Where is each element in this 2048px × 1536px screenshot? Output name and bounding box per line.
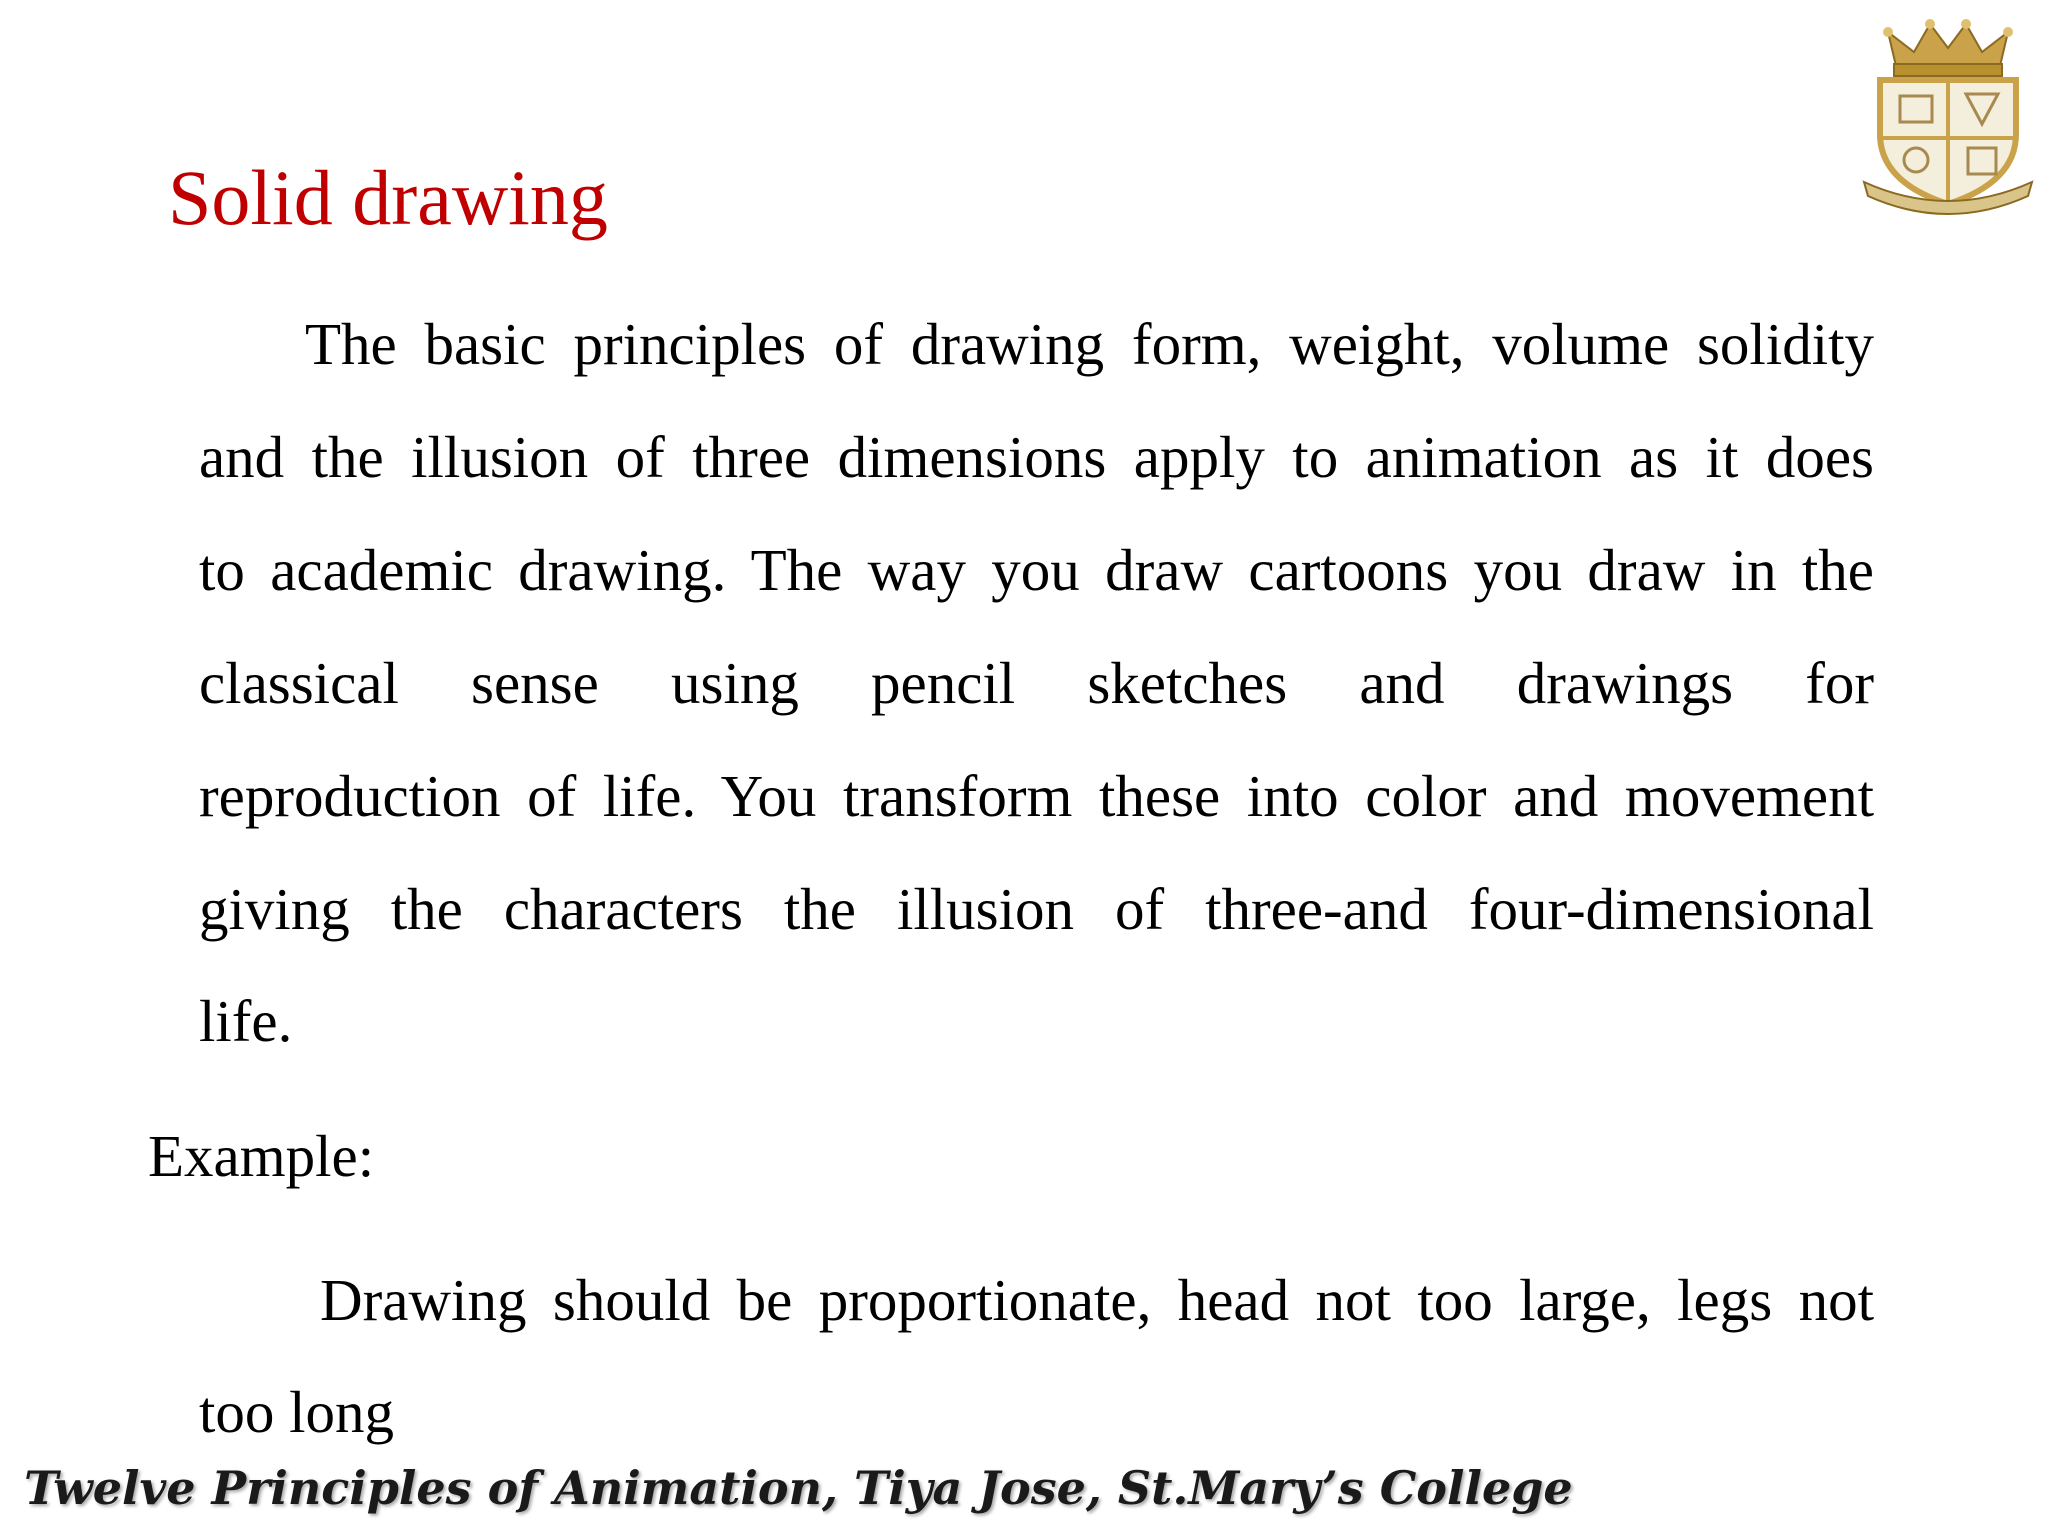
slide-footer: Twelve Principles of Animation, Tiya Jose, St.Mary’s College	[24, 1461, 1573, 1515]
body-text-line: giving the characters the illusion of three-and four-dimensional	[199, 876, 1874, 942]
body-text-line: classical sense using pencil sketches and drawings for	[199, 650, 1874, 716]
slide-title: Solid drawing	[168, 154, 608, 241]
example-text-line: too long	[199, 1379, 395, 1445]
college-crest-icon	[1858, 14, 2038, 224]
example-label: Example:	[148, 1123, 375, 1189]
body-text-line: to academic drawing. The way you draw cartoons you draw in the	[199, 537, 1874, 603]
body-text-line: and the illusion of three dimensions apply to animation as it does	[199, 424, 1874, 490]
body-text-line: reproduction of life. You transform these into color and movement	[199, 763, 1874, 829]
example-text-line: Drawing should be proportionate, head not too large, legs not	[320, 1267, 1874, 1333]
body-text-line: life.	[199, 988, 293, 1054]
crest-graphic	[1858, 14, 2038, 224]
body-text-line: The basic principles of drawing form, weight, volume solidity	[305, 311, 1874, 377]
